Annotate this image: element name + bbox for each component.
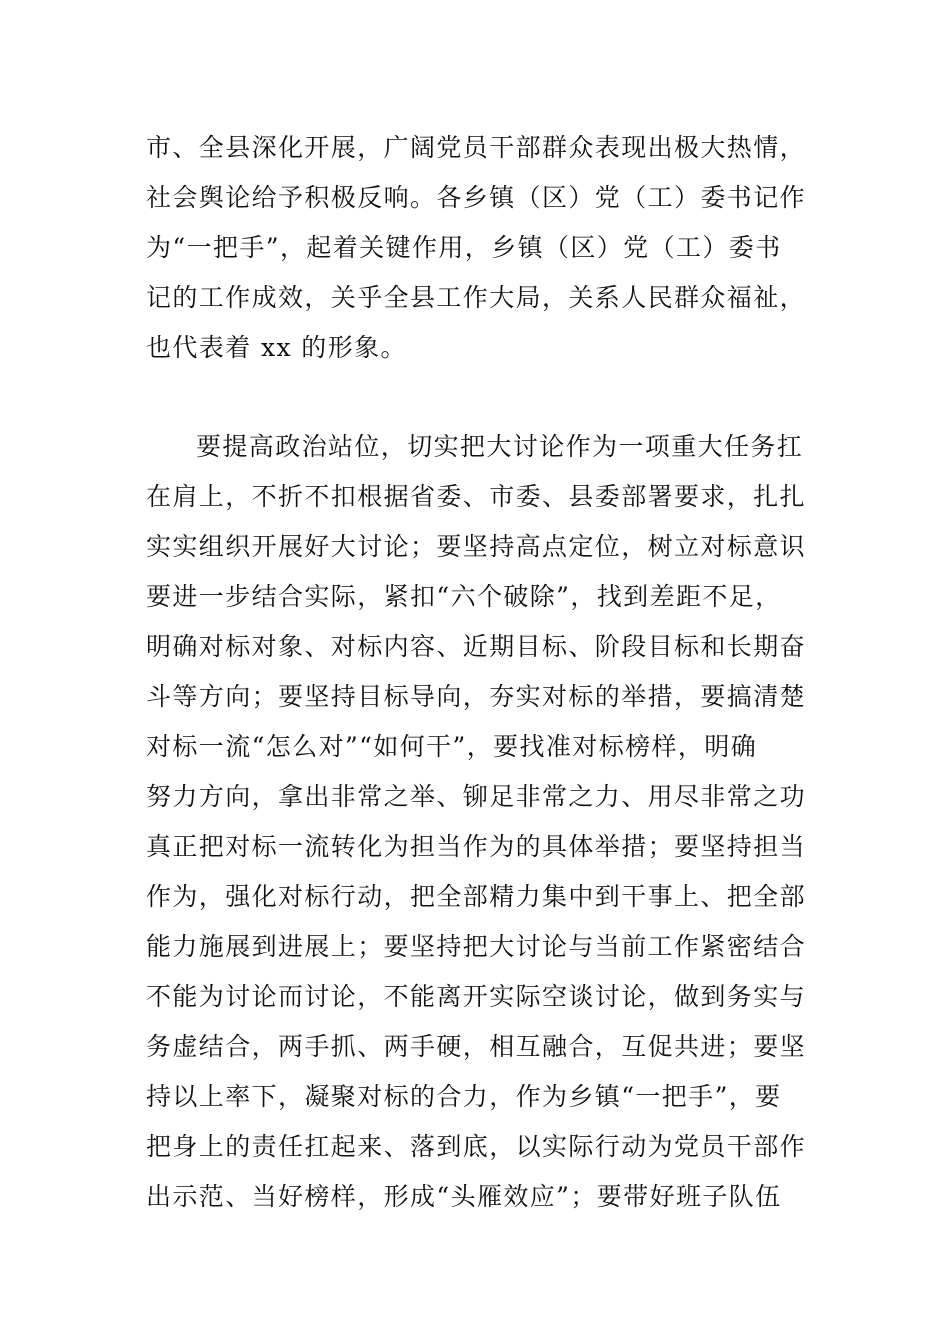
paragraph-2-line-11: 能力施展到进展上；要坚持把大讨论与当前工作紧密结合 <box>146 932 807 961</box>
paragraph-2-line-2: 在肩上，不折不扣根据省委、市委、县委部署要求，扎扎 <box>146 482 807 511</box>
paragraph-2-line-15: 把身上的责任扛起来、落到底，以实际行动为党员干部作 <box>146 1132 807 1161</box>
paragraph-2-line-9: 真正把对标一流转化为担当作为的具体举措；要坚持担当 <box>146 832 807 861</box>
paragraph-2-line-7: 对标一流“怎么对”“如何干”，要找准对标榜样，明确 <box>146 732 758 761</box>
paragraph-2-line-14: 持以上率下，凝聚对标的合力，作为乡镇“一把手”，要 <box>146 1082 782 1111</box>
paragraph-2-line-10: 作为，强化对标行动，把全部精力集中到干事上、把全部 <box>146 882 807 911</box>
paragraph-2-line-16: 出示范、当好榜样，形成“头雁效应”；要带好班子队伍 <box>146 1182 782 1211</box>
paragraph-1-line-4: 记的工作成效，关乎全县工作大局，关系人民群众福祉， <box>146 283 807 312</box>
paragraph-2-line-3: 实实组织开展好大讨论；要坚持高点定位，树立对标意识 <box>146 532 807 561</box>
paragraph-2-line-5: 明确对标对象、对标内容、近期目标、阶段目标和长期奋 <box>146 632 807 661</box>
paragraph-1-line-1: 市、全县深化开展，广阔党员干部群众表现出极大热情， <box>146 133 807 162</box>
paragraph-1-line-3: 为“一把手”，起着关键作用，乡镇（区）党（工）委书 <box>146 233 782 262</box>
paragraph-2-line-6: 斗等方向；要坚持目标导向，夯实对标的举措，要搞清楚 <box>146 682 807 711</box>
paragraph-1-line-2: 社会舆论给予积极反响。各乡镇（区）党（工）委书记作 <box>146 183 807 212</box>
paragraph-1-line-5: 也代表着 xx 的形象。 <box>146 333 407 362</box>
paragraph-2-line-4: 要进一步结合实际，紧扣“六个破除”，找到差距不足， <box>146 582 782 611</box>
paragraph-2-line-12: 不能为讨论而讨论，不能离开实际空谈讨论，做到务实与 <box>146 982 807 1011</box>
paragraph-2-line-8: 努力方向，拿出非常之举、铆足非常之力、用尽非常之功 <box>146 782 807 811</box>
paragraph-2-line-1: 要提高政治站位，切实把大讨论作为一项重大任务扛 <box>196 432 804 461</box>
paragraph-2-line-13: 务虚结合，两手抓、两手硬，相互融合，互促共进；要坚 <box>146 1032 807 1061</box>
